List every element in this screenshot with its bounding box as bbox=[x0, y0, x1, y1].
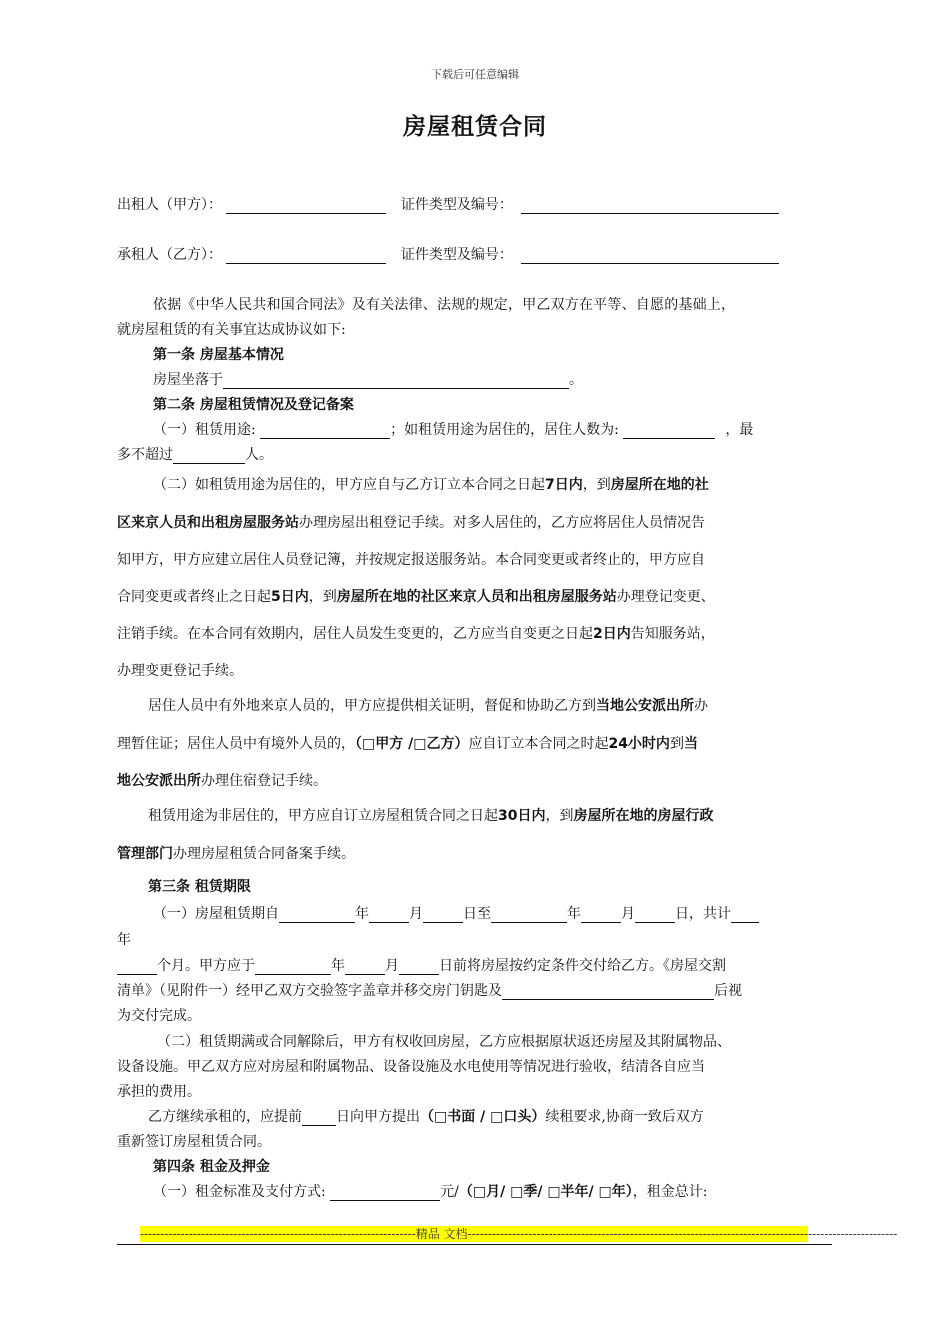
t: 注销手续。在本合同有效期内，居住人员发生变更的，乙方应当自变更之日起 bbox=[117, 626, 593, 642]
article2-p2-line3: 知甲方，甲方应建立居住人员登记簿，并按规定报送服务站。本合同变更或者终止的，甲方应自 bbox=[117, 552, 705, 568]
t: 个月。甲方应于 bbox=[157, 958, 255, 974]
location-label: 房屋坐落于 bbox=[153, 372, 223, 388]
t: 房屋所在地的房屋行政 bbox=[573, 808, 714, 824]
t: 应自订立本合同之时起 bbox=[468, 736, 609, 752]
article3-p3-line2: 重新签订房屋租赁合同。 bbox=[117, 1134, 271, 1150]
t: 24小时内 bbox=[608, 736, 670, 752]
t: 当地公安派出所 bbox=[596, 698, 694, 714]
usage-label: （一）租赁用途: bbox=[153, 422, 261, 438]
t: 年 bbox=[567, 906, 581, 922]
lessee-label: 承租人（乙方）： bbox=[117, 247, 222, 263]
lessor-blank[interactable] bbox=[226, 198, 386, 214]
checkbox-group-party: （□甲方 /□乙方） bbox=[355, 736, 469, 752]
lessee-line bbox=[117, 244, 779, 264]
article2-p1-line1 bbox=[153, 419, 753, 439]
t: （二）如租赁用途为居住的，甲方应自与乙方订立本合同之日起 bbox=[153, 477, 545, 493]
t: 清单》（见附件一）经甲乙双方交验签字盖章并移交房门钥匙及 bbox=[117, 983, 502, 999]
article3-line3 bbox=[117, 980, 742, 1000]
t: 管理部门 bbox=[117, 846, 173, 862]
occupants-blank[interactable] bbox=[623, 423, 715, 439]
article2-p3-line3 bbox=[117, 770, 327, 790]
article2-p2-line2 bbox=[117, 512, 705, 532]
article2-p3-line1 bbox=[148, 695, 708, 715]
t: 日，共计 bbox=[675, 906, 731, 922]
t: 办理房屋租赁合同备案手续。 bbox=[173, 846, 355, 862]
t: 元/ bbox=[440, 1184, 459, 1200]
persons-label: 人。 bbox=[245, 447, 273, 463]
t: 日前将房屋按约定条件交付给乙方。《房屋交割 bbox=[439, 958, 726, 974]
t: 理暂住证；居住人员中有境外人员的， bbox=[117, 736, 355, 752]
lessor-line bbox=[117, 194, 779, 214]
t: （一）房屋租赁期自 bbox=[153, 906, 279, 922]
article1-heading: 第一条 房屋基本情况 bbox=[153, 347, 284, 363]
t: 7日内 bbox=[545, 477, 583, 493]
article2-p2-line1 bbox=[153, 474, 709, 494]
article2-p2-line4 bbox=[117, 586, 715, 606]
delivery-day-blank[interactable] bbox=[399, 959, 439, 975]
end-month-blank[interactable] bbox=[581, 907, 621, 923]
t: ，租金总计: bbox=[632, 1184, 708, 1200]
lessor-label: 出租人（甲方）： bbox=[117, 197, 222, 213]
t: 5日内 bbox=[271, 589, 309, 605]
article2-p1-line2 bbox=[117, 444, 273, 464]
t: 月 bbox=[621, 906, 635, 922]
t: 合同变更或者终止之日起 bbox=[117, 589, 271, 605]
article2-p2-line5 bbox=[117, 623, 715, 643]
article3-p2-line3: 承担的费用。 bbox=[117, 1084, 201, 1100]
t: ，到 bbox=[545, 808, 574, 824]
t: 月 bbox=[409, 906, 423, 922]
t: 月 bbox=[385, 958, 399, 974]
t: 2日内 bbox=[593, 626, 631, 642]
occupants-label: ；如租赁用途为居住的，居住人数为: bbox=[390, 422, 624, 438]
t: 地公安派出所 bbox=[117, 773, 201, 789]
article4-line1 bbox=[153, 1181, 707, 1201]
article3-p2-line2: 设备设施。甲乙双方应对房屋和附属物品、设备设施及水电使用等情况进行验收，结清各自应当 bbox=[117, 1059, 705, 1075]
keys-blank[interactable] bbox=[502, 984, 714, 1000]
t: ，到 bbox=[582, 477, 611, 493]
t: 办 bbox=[694, 698, 708, 714]
document-title: 房屋租赁合同 bbox=[403, 114, 547, 140]
article1-location bbox=[153, 369, 583, 389]
t: 房屋所在地的社区来京人员和出租房屋服务站 bbox=[336, 589, 617, 605]
t: 告知服务站， bbox=[630, 626, 715, 642]
usage-blank[interactable] bbox=[260, 423, 390, 439]
article3-line4: 为交付完成。 bbox=[117, 1008, 201, 1024]
t: ，到 bbox=[308, 589, 337, 605]
article4-heading: 第四条 租金及押金 bbox=[153, 1159, 270, 1175]
t: 当 bbox=[683, 736, 698, 752]
t: 办理房屋出租登记手续。对多人居住的，乙方应将居住人员情况告 bbox=[299, 515, 705, 531]
t: 到 bbox=[669, 736, 684, 752]
article2-heading: 第二条 房屋租赁情况及登记备案 bbox=[153, 397, 354, 413]
checkbox-group-notice: （□书面 / □口头） bbox=[420, 1109, 546, 1125]
article3-line2 bbox=[117, 955, 726, 975]
start-day-blank[interactable] bbox=[423, 907, 463, 923]
t: 年 bbox=[355, 906, 369, 922]
lessee-blank[interactable] bbox=[226, 248, 386, 264]
max-blank[interactable] bbox=[173, 448, 245, 464]
article2-p3-line2 bbox=[117, 733, 698, 753]
end-day-blank[interactable] bbox=[635, 907, 675, 923]
article3-heading: 第三条 租赁期限 bbox=[148, 879, 251, 895]
delivery-year-blank[interactable] bbox=[255, 959, 331, 975]
t: 乙方继续承租的，应提前 bbox=[148, 1109, 302, 1125]
article2-p4-line2 bbox=[117, 843, 355, 863]
p1-tail: ，最 bbox=[725, 422, 754, 438]
start-year-blank[interactable] bbox=[279, 907, 355, 923]
max-label: 多不超过 bbox=[117, 447, 173, 463]
location-suffix: 。 bbox=[569, 372, 583, 388]
notice-days-blank[interactable] bbox=[302, 1110, 336, 1126]
t: 后视 bbox=[714, 983, 742, 999]
t: 日至 bbox=[463, 906, 491, 922]
t: 日向甲方提出 bbox=[336, 1109, 420, 1125]
intro-line-2: 就房屋租赁的有关事宜达成协议如下: bbox=[117, 322, 346, 338]
article3-p2-line1: （二）租赁期满或合同解除后，甲方有权收回房屋，乙方应根据原状返还房屋及其附属物品、 bbox=[157, 1034, 731, 1050]
rent-amount-blank[interactable] bbox=[330, 1185, 440, 1201]
lessee-id-blank[interactable] bbox=[521, 248, 779, 264]
intro-line-1: 依据《中华人民共和国合同法》及有关法律、法规的规定，甲乙双方在平等、自愿的基础上， bbox=[153, 297, 736, 313]
t: 办理住宿登记手续。 bbox=[201, 773, 327, 789]
footer-rule bbox=[117, 1244, 832, 1245]
total-years-blank[interactable] bbox=[731, 907, 759, 923]
t: 30日内 bbox=[498, 808, 546, 824]
t: 区来京人员和出租房屋服务站 bbox=[117, 515, 299, 531]
lessor-id-label: 证件类型及编号： bbox=[400, 197, 513, 213]
article3-p3-line1 bbox=[148, 1106, 704, 1126]
total-months-blank[interactable] bbox=[117, 959, 157, 975]
article3-line1-end: 年 bbox=[117, 932, 131, 948]
start-month-blank[interactable] bbox=[369, 907, 409, 923]
delivery-month-blank[interactable] bbox=[345, 959, 385, 975]
t: 续租要求,协商一致后双方 bbox=[545, 1109, 704, 1125]
end-year-blank[interactable] bbox=[491, 907, 567, 923]
lessee-id-label: 证件类型及编号： bbox=[400, 247, 513, 263]
t: 房屋所在地的社 bbox=[610, 477, 709, 493]
t: 租赁用途为非居住的，甲方应自订立房屋租赁合同之日起 bbox=[148, 808, 498, 824]
header-note: 下载后可任意编辑 bbox=[431, 68, 519, 81]
footer-banner: --------------------------------------------------------------------精品 文档---------------------------------------------------------------------------------------------------------- bbox=[140, 1227, 898, 1241]
location-blank[interactable] bbox=[223, 373, 569, 389]
t: 年 bbox=[331, 958, 345, 974]
lessor-id-blank[interactable] bbox=[521, 198, 779, 214]
t: 办理登记变更、 bbox=[616, 589, 715, 605]
article2-p2-line6: 办理变更登记手续。 bbox=[117, 663, 243, 679]
article2-p4-line1 bbox=[148, 805, 713, 825]
checkbox-group-period: （□月/ □季/ □半年/ □年） bbox=[458, 1184, 633, 1200]
t: 居住人员中有外地来京人员的，甲方应提供相关证明，督促和协助乙方到 bbox=[148, 698, 596, 714]
article3-line1 bbox=[153, 903, 759, 923]
t: （一）租金标准及支付方式: bbox=[153, 1184, 331, 1200]
